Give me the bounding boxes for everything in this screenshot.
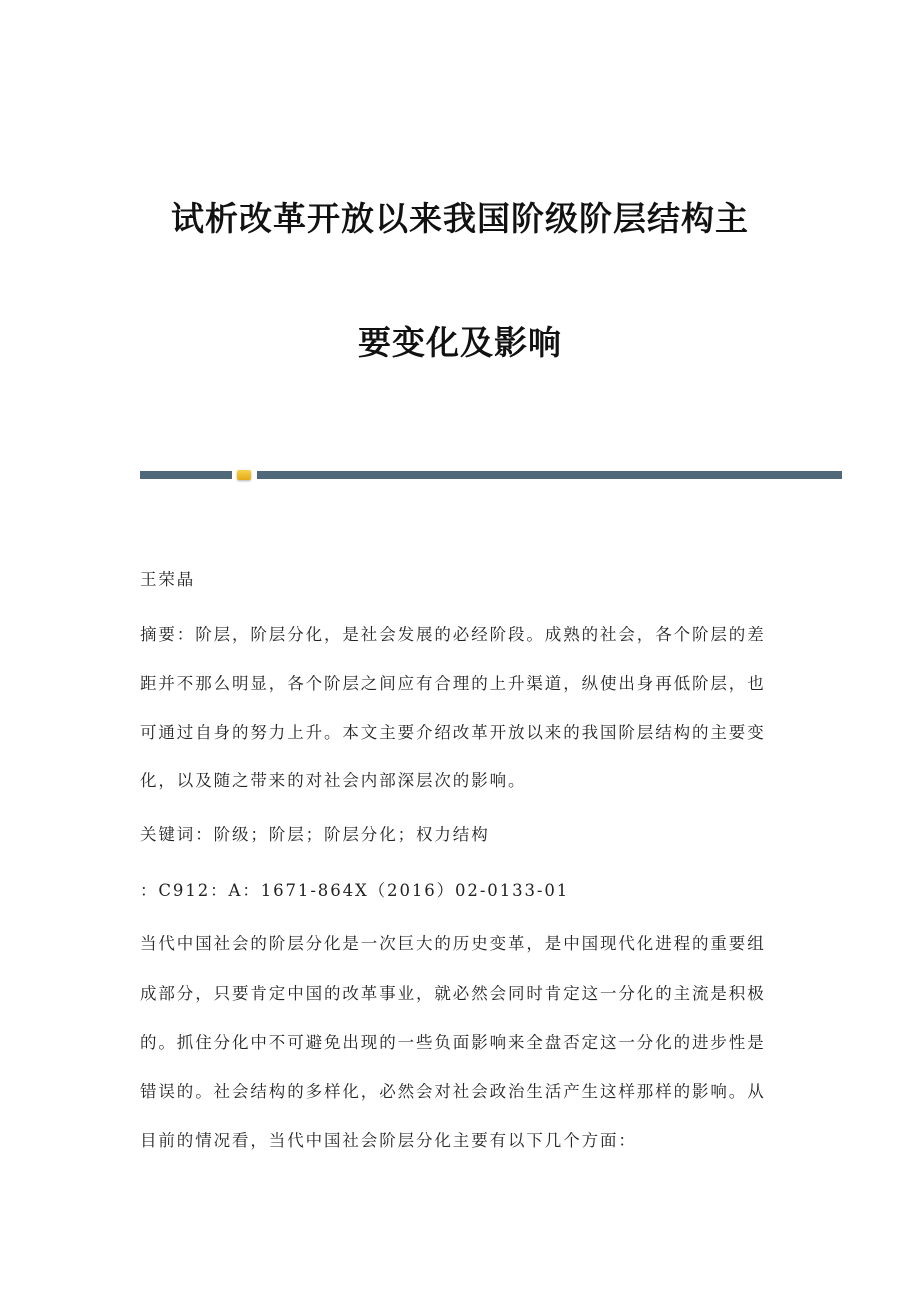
divider-right [257, 471, 842, 479]
body-line: 目前的情况看，当代中国社会阶层分化主要有以下几个方面： [140, 1131, 637, 1150]
body-line: 成部分，只要肯定中国的改革事业，就必然会同时肯定这一分化的主流是积极 [140, 984, 766, 1003]
divider-left [140, 471, 232, 479]
author: 王荣晶 [140, 570, 196, 589]
body-line: 错误的。社会结构的多样化，必然会对社会政治生活产生这样那样的影响。从 [140, 1082, 766, 1101]
title-line-2: 要变化及影响 [358, 323, 562, 362]
divider-ornament-icon [237, 470, 251, 480]
keywords: 关键词：阶级；阶层；阶层分化；权力结构 [140, 825, 490, 844]
abstract-line: 距并不那么明显，各个阶层之间应有合理的上升渠道，纵使出身再低阶层，也 [140, 674, 766, 693]
abstract-line: 摘要：阶层，阶层分化，是社会发展的必经阶段。成熟的社会，各个阶层的差 [140, 625, 766, 644]
abstract-line: 化，以及随之带来的对社会内部深层次的影响。 [140, 771, 527, 790]
classification: ：C912：A：1671-864X（2016）02-0133-01 [140, 881, 570, 900]
title-line-1: 试析改革开放以来我国阶级阶层结构主 [171, 199, 749, 238]
abstract-line: 可通过自身的努力上升。本文主要介绍改革开放以来的我国阶层结构的主要变 [140, 723, 766, 742]
body-line: 当代中国社会的阶层分化是一次巨大的历史变革，是中国现代化进程的重要组 [140, 934, 766, 953]
body-line: 的。抓住分化中不可避免出现的一些负面影响来全盘否定这一分化的进步性是 [140, 1033, 766, 1052]
